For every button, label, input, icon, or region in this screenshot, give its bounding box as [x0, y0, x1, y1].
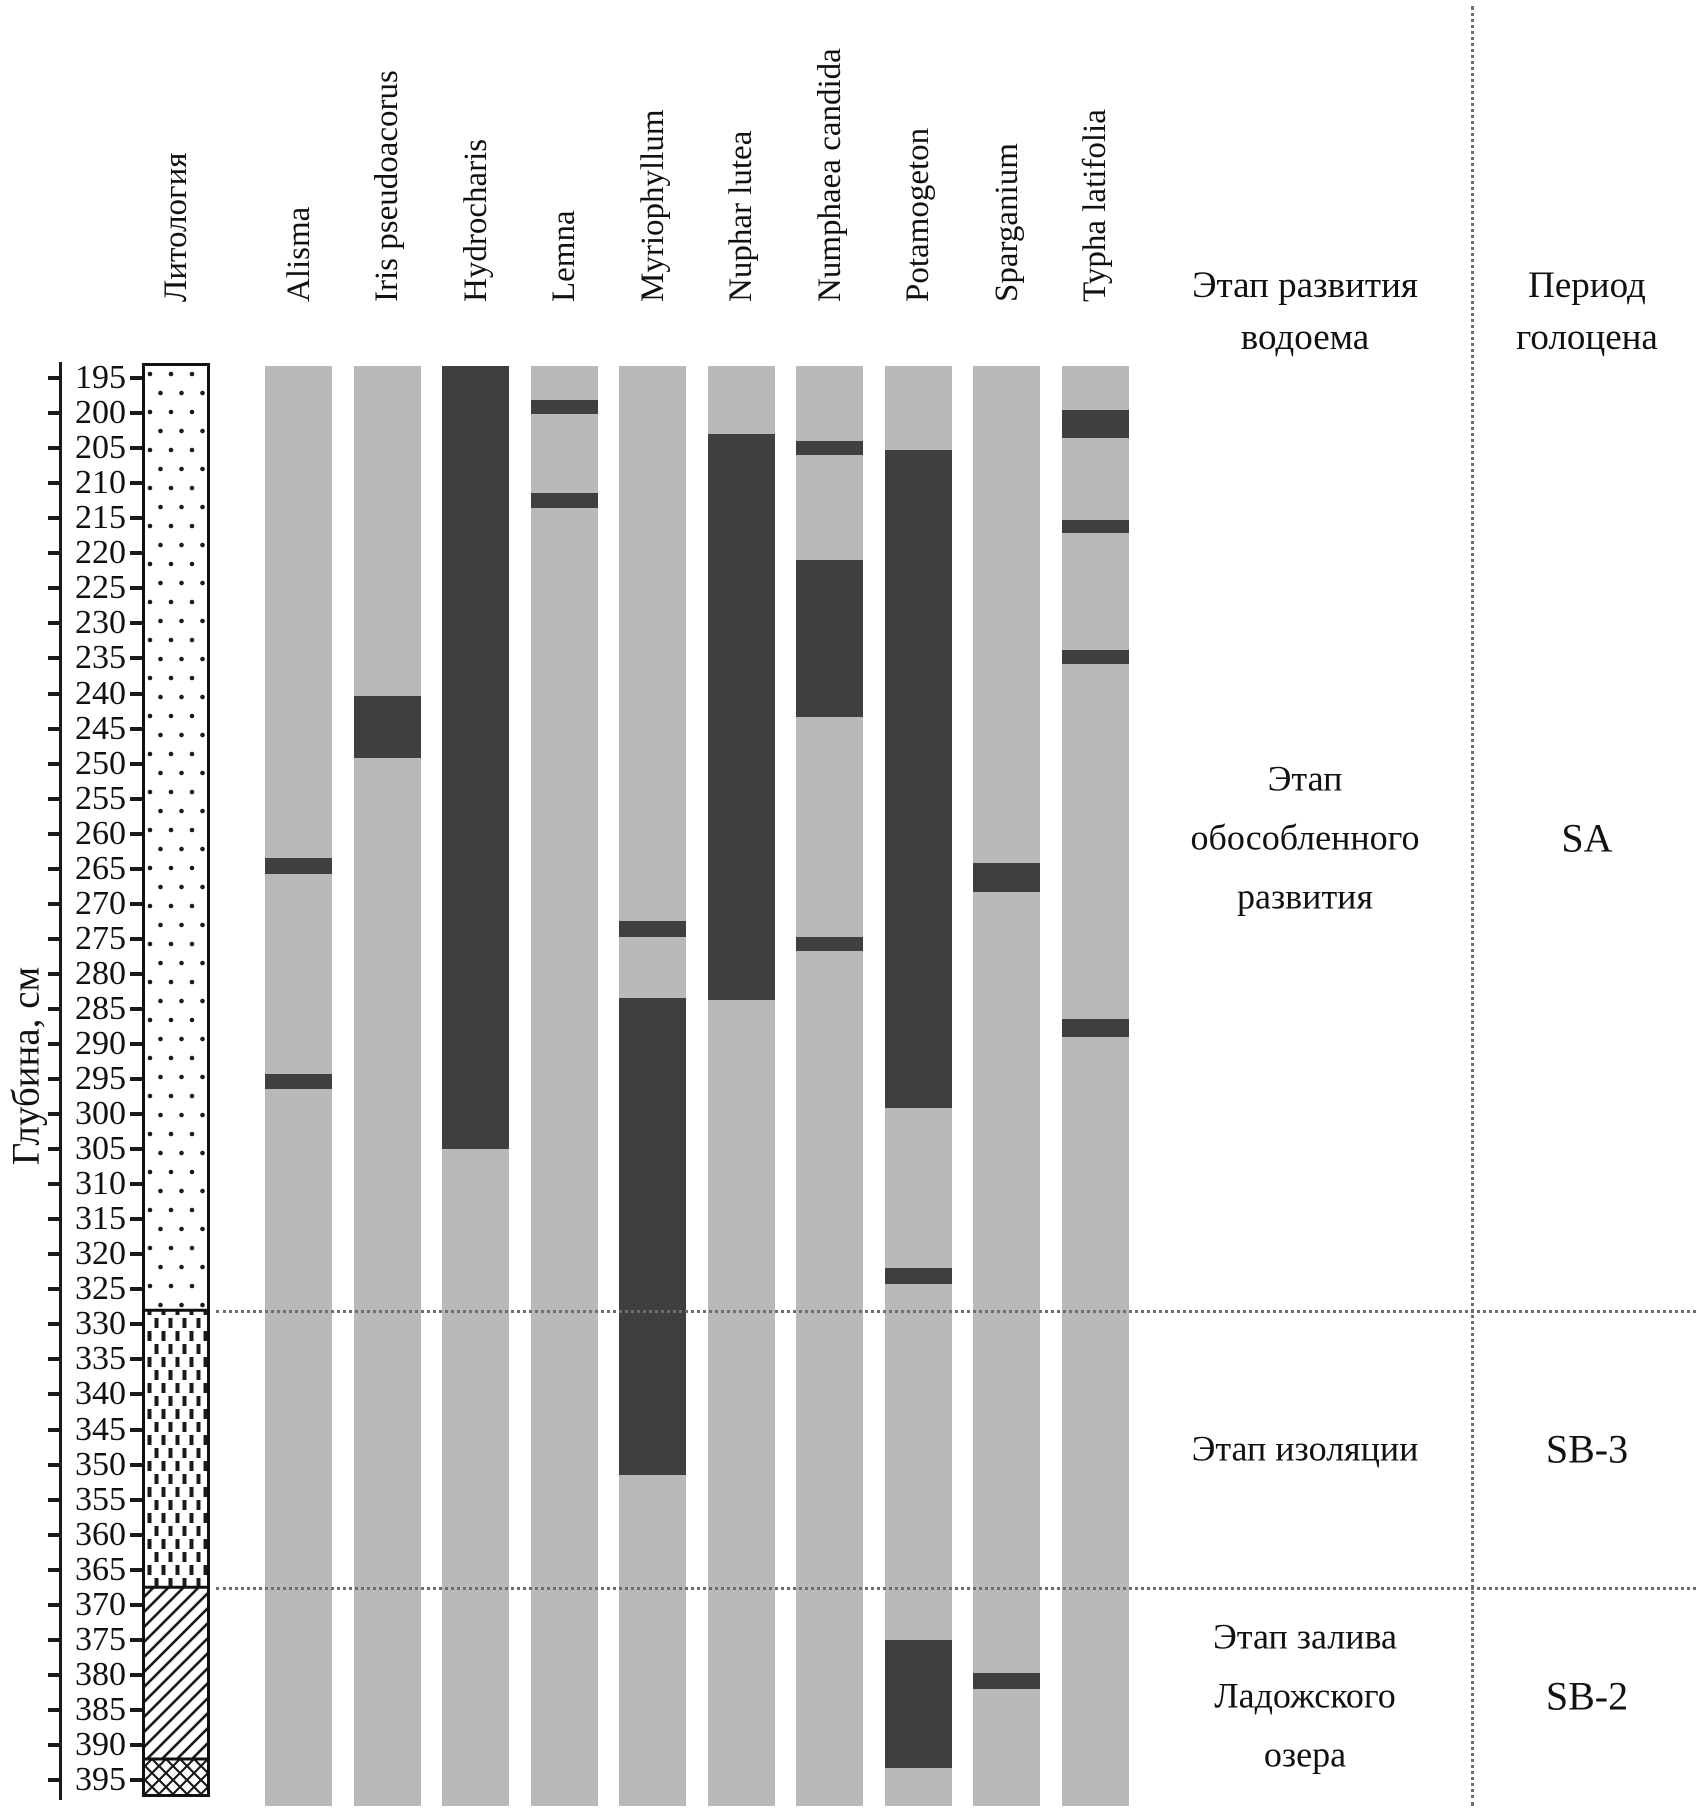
depth-tick [130, 1077, 142, 1081]
taxon-label-sparganium: Sparganium [988, 143, 1025, 302]
lithology-zone-vertical-dashes [145, 1310, 207, 1587]
taxon-label-alisma: Alisma [280, 206, 317, 302]
depth-tick [48, 586, 60, 590]
depth-tick [130, 1428, 142, 1432]
depth-tick [130, 1252, 142, 1256]
depth-tick [48, 1042, 60, 1046]
depth-tick [48, 1428, 60, 1432]
depth-tick [48, 1533, 60, 1537]
stage-boundary-line [216, 1587, 1696, 1590]
depth-tick [130, 1182, 142, 1186]
header-line: водоема [1240, 317, 1370, 358]
depth-tick-label: 360 [75, 1515, 126, 1553]
depth-axis-line [59, 362, 62, 1800]
depth-tick [130, 1743, 142, 1747]
depth-tick [130, 1463, 142, 1467]
depth-axis-title: Глубина, см [4, 966, 48, 1166]
depth-tick [130, 411, 142, 415]
depth-tick [48, 902, 60, 906]
presence-segment [796, 560, 863, 716]
taxon-label-typha-latifolia: Typha latifolia [1077, 109, 1113, 302]
depth-tick [48, 1007, 60, 1011]
depth-tick-label: 320 [75, 1235, 126, 1273]
depth-tick [130, 1042, 142, 1046]
depth-tick-label: 315 [75, 1200, 126, 1238]
depth-tick-label: 305 [75, 1130, 126, 1168]
header-line: голоцена [1516, 317, 1658, 358]
presence-segment [531, 400, 598, 414]
presence-segment [796, 441, 863, 455]
depth-tick-label: 330 [75, 1305, 126, 1343]
presence-segment [1062, 650, 1129, 664]
depth-tick-label: 230 [75, 604, 126, 642]
depth-tick [48, 621, 60, 625]
stage-label-1 [1191, 750, 1420, 927]
depth-tick-label: 310 [75, 1165, 126, 1203]
presence-segment [885, 450, 952, 1108]
stage-label-2 [1192, 1419, 1419, 1478]
depth-tick-label: 395 [75, 1761, 126, 1798]
depth-tick-label: 285 [75, 989, 126, 1027]
depth-tick-label: 215 [75, 499, 126, 537]
depth-tick [130, 1673, 142, 1677]
depth-tick [130, 1603, 142, 1607]
period-column-header [1516, 260, 1658, 364]
depth-tick-label: 225 [75, 569, 126, 607]
depth-tick-label: 245 [75, 709, 126, 747]
depth-tick [130, 692, 142, 696]
depth-tick [48, 972, 60, 976]
depth-tick [130, 481, 142, 485]
depth-tick [130, 1322, 142, 1326]
depth-tick [48, 1287, 60, 1291]
depth-tick [48, 1673, 60, 1677]
presence-segment [531, 493, 598, 508]
taxon-label-iris-pseudoacorus: Iris pseudoacorus [369, 70, 405, 302]
depth-tick [48, 692, 60, 696]
period-code-sb-3: SB-3 [1545, 1426, 1629, 1472]
depth-tick-label: 250 [75, 744, 126, 782]
depth-tick-label: 295 [75, 1060, 126, 1097]
depth-tick [130, 1498, 142, 1502]
depth-tick [130, 762, 142, 766]
depth-tick [130, 1217, 142, 1221]
depth-tick-label: 325 [75, 1270, 126, 1308]
header-line: Этап развития [1192, 265, 1418, 306]
depth-tick [48, 1743, 60, 1747]
taxon-label-myriophyllum: Myriophyllum [634, 109, 671, 302]
stage-label-line: Этап [1267, 758, 1343, 799]
depth-tick [130, 621, 142, 625]
stage-boundary-line [216, 1310, 1696, 1313]
depth-tick [48, 516, 60, 520]
taxon-label-lemna: Lemna [546, 210, 582, 302]
depth-tick [48, 411, 60, 415]
period-code-sa: SA [1561, 815, 1613, 861]
stage-column-header [1192, 260, 1418, 364]
depth-tick [48, 1778, 60, 1782]
depth-tick-label: 300 [75, 1095, 126, 1132]
presence-segment [973, 1673, 1040, 1689]
presence-segment [265, 858, 332, 873]
depth-tick [130, 656, 142, 660]
depth-tick [48, 656, 60, 660]
depth-tick-label: 345 [75, 1410, 126, 1448]
depth-tick-label: 335 [75, 1340, 126, 1378]
depth-tick [130, 867, 142, 871]
depth-tick-label: 275 [75, 919, 126, 957]
depth-tick-label: 265 [75, 849, 126, 887]
lithology-zone-dots [145, 366, 207, 1310]
depth-tick-label: 385 [75, 1690, 126, 1728]
lithology-column-label: Литология [158, 152, 194, 302]
depth-tick [130, 1112, 142, 1116]
presence-segment [885, 1268, 952, 1283]
taxon-label-potamogeton: Potamogeton [900, 127, 936, 302]
depth-tick [130, 972, 142, 976]
depth-tick-label: 270 [75, 884, 126, 922]
lithology-patterns [145, 366, 207, 1794]
depth-tick [48, 446, 60, 450]
taxon-label-numphaea-candida: Numphaea candida [811, 48, 848, 302]
depth-tick [130, 1357, 142, 1361]
depth-tick [130, 1533, 142, 1537]
depth-tick-label: 365 [75, 1550, 126, 1588]
stage-label-line: Этап залива [1213, 1616, 1397, 1657]
depth-tick-label: 340 [75, 1375, 126, 1413]
depth-tick-label: 195 [75, 359, 126, 396]
depth-tick [130, 1778, 142, 1782]
depth-tick [48, 1147, 60, 1151]
depth-tick-label: 380 [75, 1655, 126, 1693]
header-line: Период [1528, 265, 1646, 306]
lithology-zone-cross-hatch [145, 1759, 207, 1794]
depth-tick [130, 586, 142, 590]
depth-tick [130, 516, 142, 520]
depth-tick [48, 376, 60, 380]
depth-tick [48, 1603, 60, 1607]
depth-tick-label: 210 [75, 464, 126, 502]
presence-segment [1062, 410, 1129, 438]
stage-label-line: Ладожского [1214, 1675, 1396, 1716]
presence-segment [442, 366, 509, 1149]
depth-tick [130, 446, 142, 450]
depth-tick [48, 1357, 60, 1361]
depth-tick [48, 1182, 60, 1186]
depth-tick [48, 937, 60, 941]
presence-segment [1062, 520, 1129, 533]
presence-segment [1062, 1019, 1129, 1037]
lithology-zone-diagonal-hatch [145, 1587, 207, 1759]
depth-tick [130, 1638, 142, 1642]
depth-tick [130, 1568, 142, 1572]
presence-segment [619, 998, 686, 1475]
depth-tick [130, 727, 142, 731]
depth-tick-label: 240 [75, 674, 126, 712]
stage-label-line: обособленного [1190, 817, 1420, 858]
depth-tick [130, 1708, 142, 1712]
presence-segment [796, 937, 863, 951]
depth-tick [130, 1287, 142, 1291]
depth-tick [48, 797, 60, 801]
depth-tick [48, 1077, 60, 1081]
depth-tick [48, 762, 60, 766]
depth-tick [48, 1322, 60, 1326]
depth-tick-label: 290 [75, 1024, 126, 1062]
depth-tick [48, 1252, 60, 1256]
presence-segment [885, 1640, 952, 1768]
depth-tick [130, 902, 142, 906]
presence-segment [619, 921, 686, 936]
depth-tick-label: 220 [75, 534, 126, 572]
taxon-label-hydrocharis: Hydrocharis [457, 138, 494, 302]
depth-tick-label: 260 [75, 814, 126, 852]
depth-tick [48, 832, 60, 836]
depth-tick-label: 255 [75, 779, 126, 817]
stage-label-3 [1213, 1607, 1397, 1784]
depth-tick [48, 867, 60, 871]
depth-tick-label: 235 [75, 639, 126, 677]
presence-segment [708, 434, 775, 1000]
depth-tick [48, 1498, 60, 1502]
depth-tick [48, 1112, 60, 1116]
stage-label-line: развития [1236, 876, 1374, 917]
depth-tick [48, 1217, 60, 1221]
depth-tick [130, 1147, 142, 1151]
depth-tick [130, 937, 142, 941]
taxon-label-nuphar-lutea: Nuphar lutea [723, 130, 759, 302]
depth-tick [48, 1568, 60, 1572]
depth-tick [130, 797, 142, 801]
depth-tick-label: 350 [75, 1445, 126, 1483]
depth-tick [48, 1638, 60, 1642]
stage-label-line: Этап изоляции [1191, 1428, 1419, 1469]
depth-tick-label: 355 [75, 1480, 126, 1518]
depth-tick-label: 200 [75, 394, 126, 432]
stage-label-line: озера [1263, 1734, 1347, 1775]
depth-tick [130, 1392, 142, 1396]
presence-segment [973, 863, 1040, 892]
depth-tick [48, 1708, 60, 1712]
presence-segment [354, 696, 421, 758]
depth-tick-label: 375 [75, 1620, 126, 1658]
depth-tick [130, 832, 142, 836]
depth-tick [130, 551, 142, 555]
lithology-column [142, 363, 210, 1797]
depth-tick-label: 280 [75, 954, 126, 992]
depth-tick [130, 376, 142, 380]
depth-tick [130, 1007, 142, 1011]
depth-tick-label: 390 [75, 1726, 126, 1763]
period-code-sb-2: SB-2 [1545, 1673, 1629, 1719]
depth-tick-label: 205 [75, 429, 126, 467]
presence-segment [265, 1074, 332, 1089]
depth-tick [48, 727, 60, 731]
stage-period-divider-line [1471, 6, 1474, 1806]
depth-tick [48, 1392, 60, 1396]
depth-tick-label: 370 [75, 1585, 126, 1623]
depth-tick [48, 1463, 60, 1467]
depth-tick [48, 481, 60, 485]
depth-tick [48, 551, 60, 555]
